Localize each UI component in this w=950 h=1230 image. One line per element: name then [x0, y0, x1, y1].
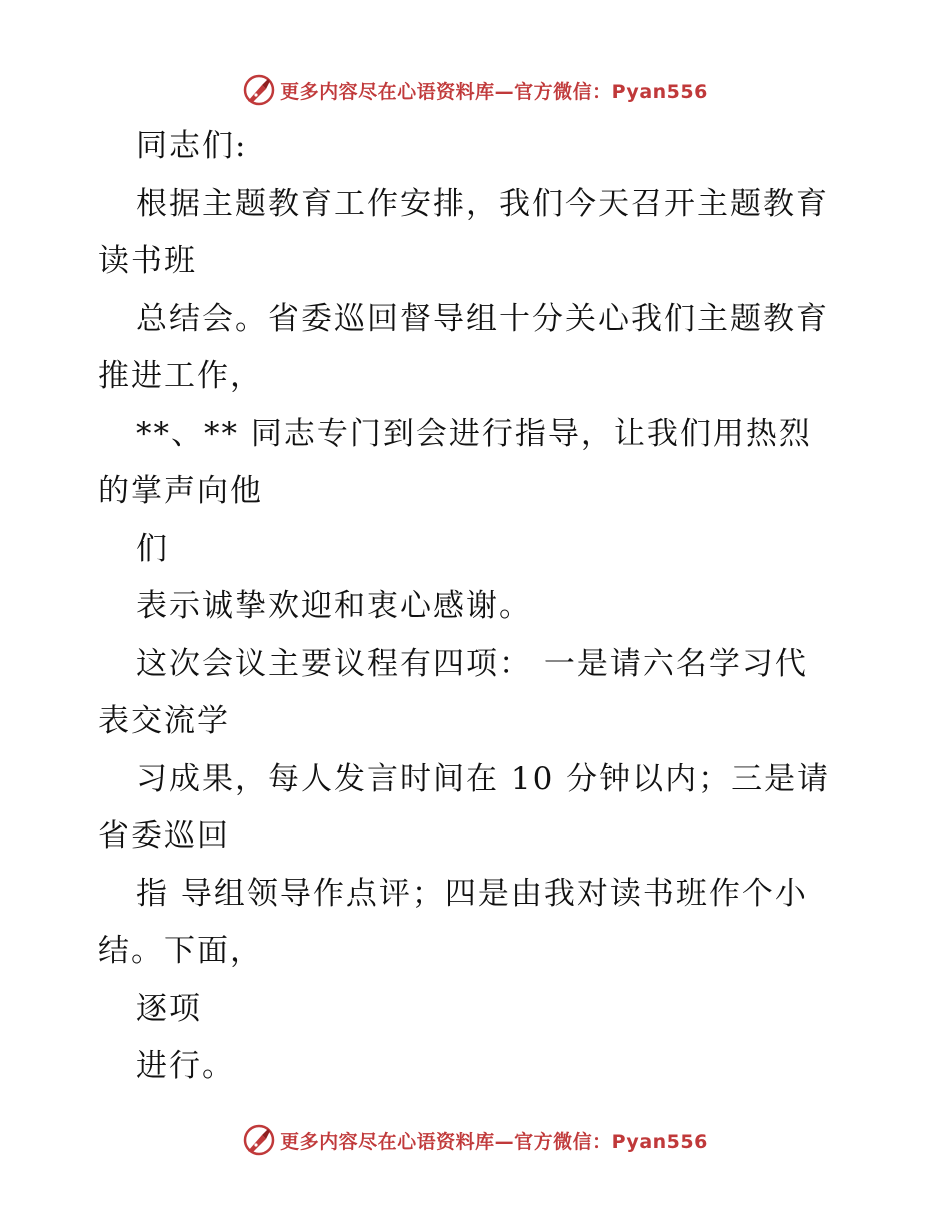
body-line: 总结会。省委巡回督导组十分关心我们主题教育 — [136, 300, 829, 337]
body-line: **、** 同志专门到会进行指导，让我们用热烈 — [136, 415, 812, 452]
body-line: 进行。 — [136, 1048, 235, 1084]
header-watermark-banner — [0, 70, 950, 110]
body-line: 表示诚挚欢迎和衷心感谢。 — [136, 588, 532, 624]
body-line: 的掌声向他 — [98, 473, 263, 509]
document-body — [98, 118, 858, 1096]
body-line: 习成果，每人发言时间在 10 分钟以内；三是请 — [136, 760, 831, 797]
pen-logo-icon — [242, 1123, 276, 1157]
body-line: 同志们: — [136, 128, 248, 164]
body-line: 省委巡回 — [98, 818, 230, 854]
pen-logo-icon — [242, 73, 276, 107]
body-line: 指 导组领导作点评；四是由我对读书班作个小 — [136, 875, 808, 912]
body-line: 们 — [136, 530, 169, 567]
body-line: 结。下面， — [98, 933, 263, 969]
banner-text: 更多内容尽在心语资料库—官方微信：Pyan556 — [280, 1130, 708, 1153]
body-line: 表交流学 — [98, 703, 230, 739]
body-line: 根据主题教育工作安排，我们今天召开主题教育 — [136, 185, 829, 222]
banner-text: 更多内容尽在心语资料库—官方微信：Pyan556 — [280, 80, 708, 103]
body-line: 逐项 — [136, 990, 202, 1027]
body-line: 读书班 — [98, 243, 197, 279]
footer-watermark-banner — [0, 1120, 950, 1160]
body-line: 这次会议主要议程有四项： 一是请六名学习代 — [136, 645, 808, 682]
body-line: 推进工作， — [98, 358, 263, 394]
